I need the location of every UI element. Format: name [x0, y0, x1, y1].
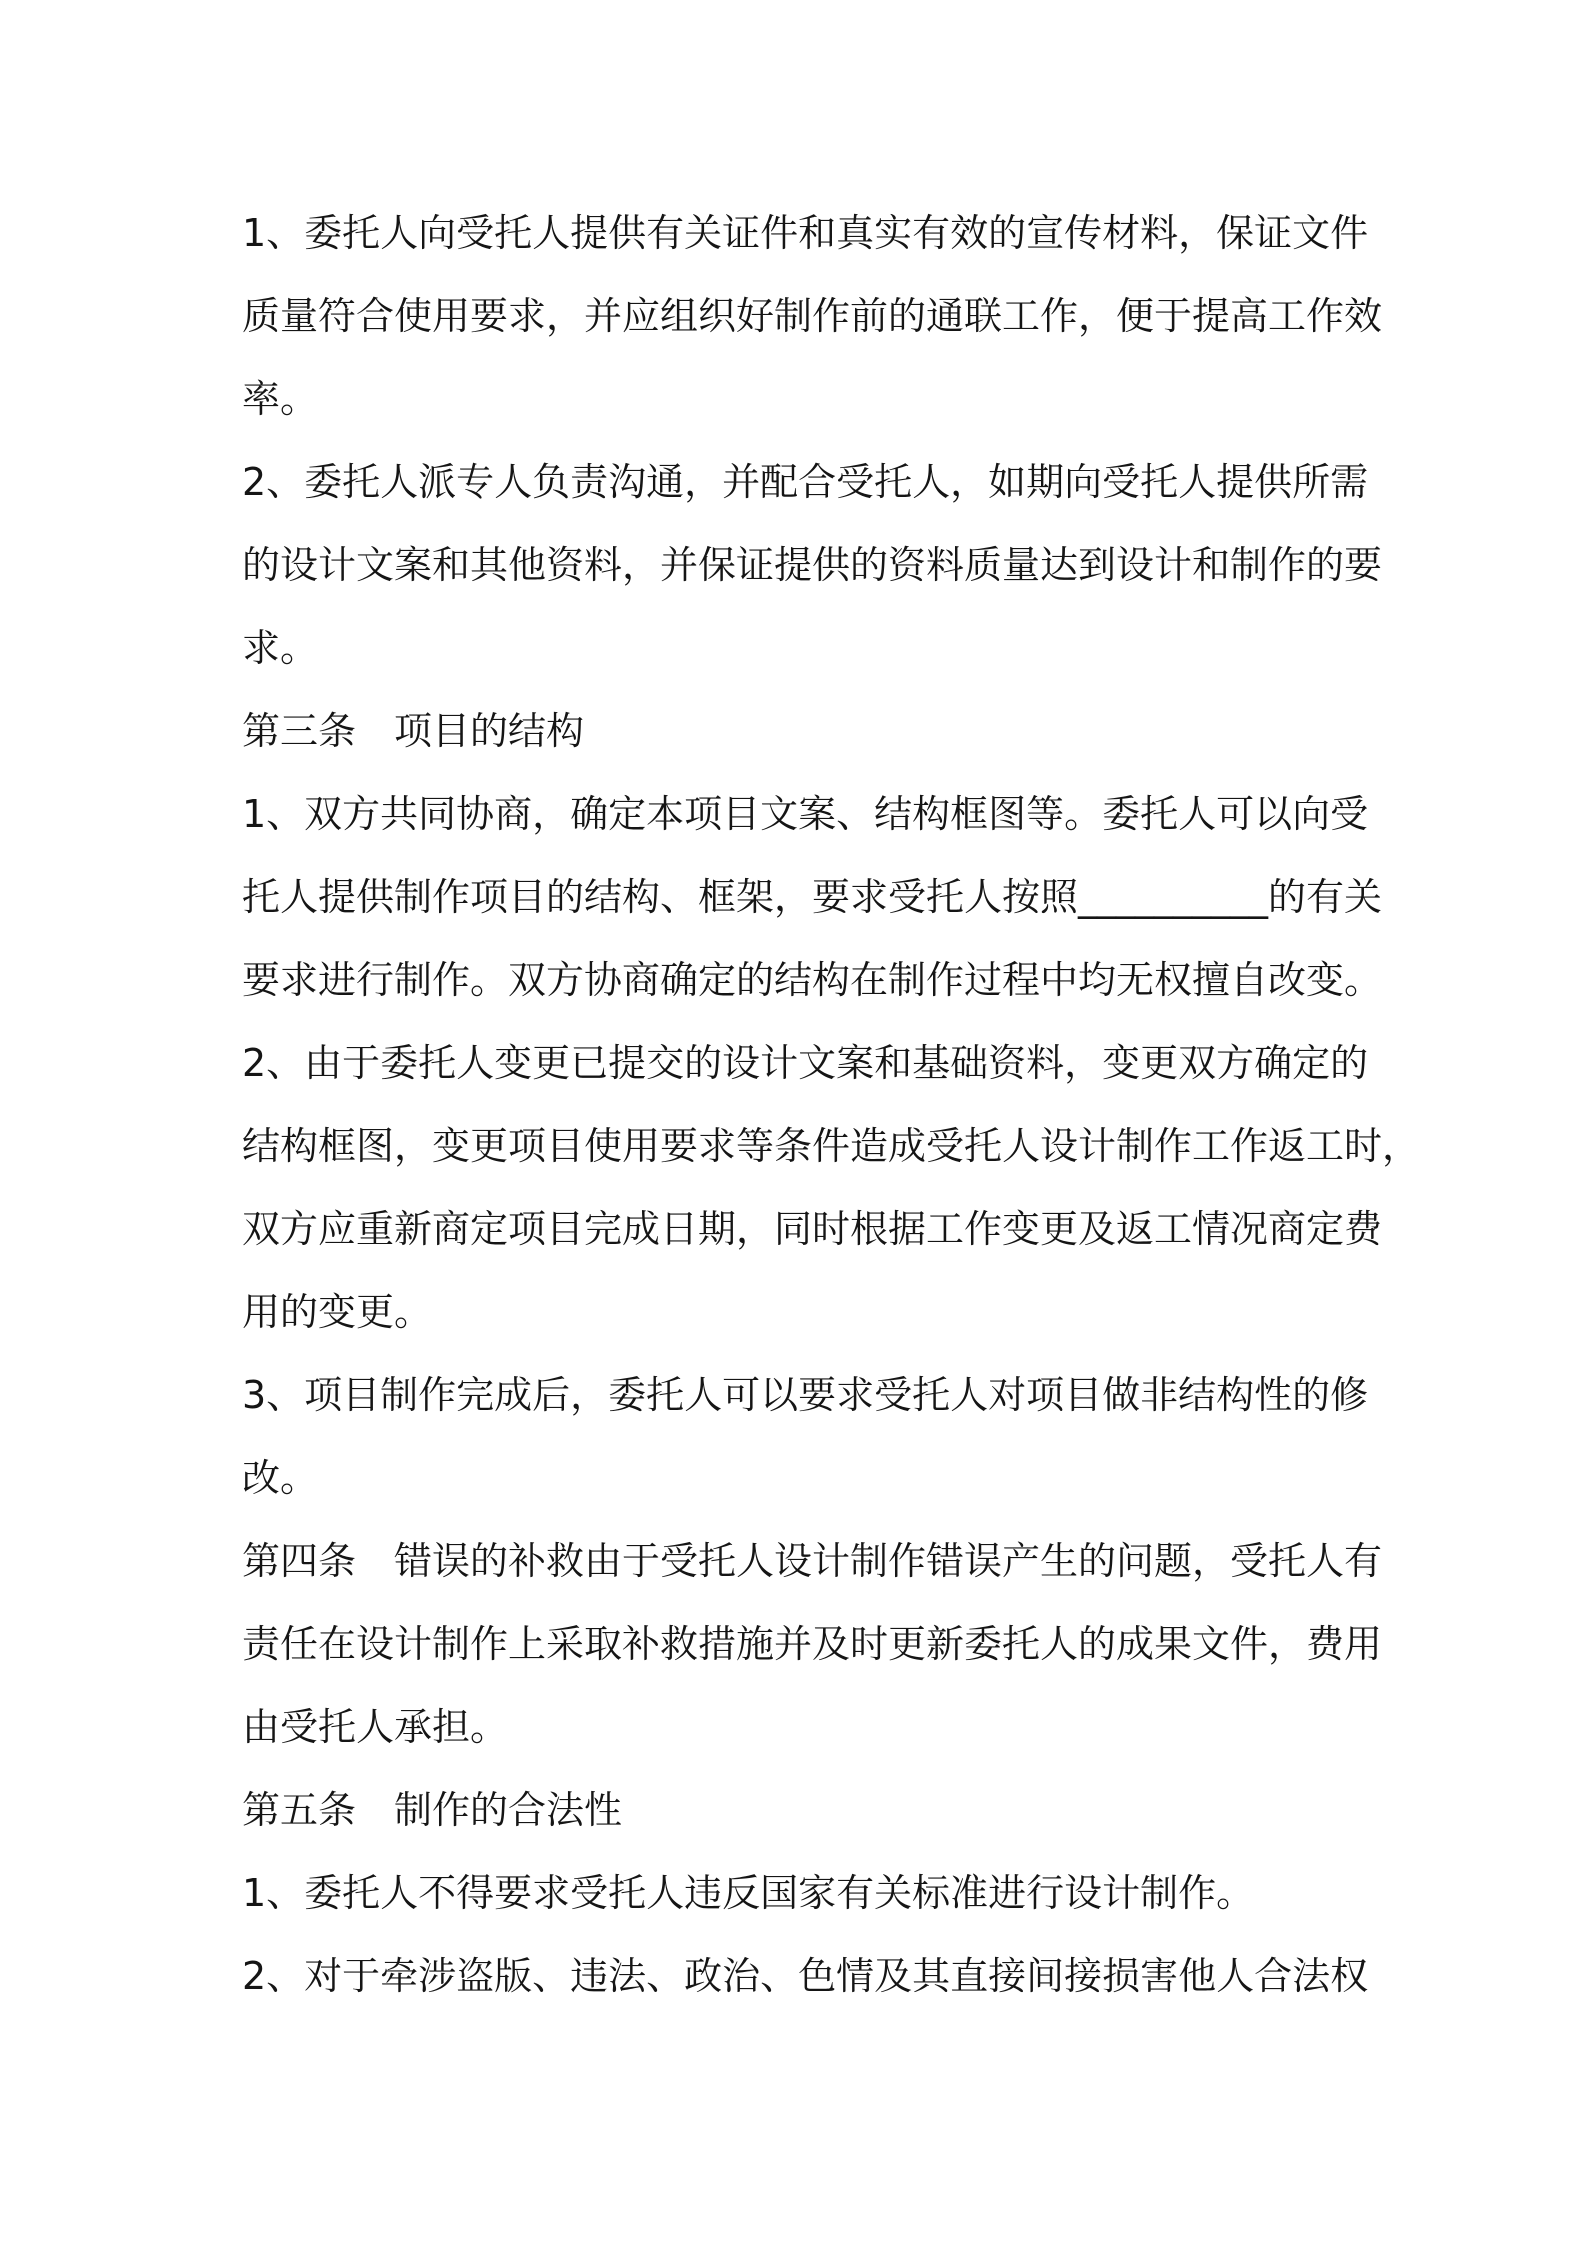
text-line: 1、委托人不得要求受托人违反国家有关标准进行设计制作。 [242, 1871, 1255, 1915]
text-line: 率。 [242, 377, 319, 421]
text-line: 由受托人承担。 [242, 1705, 509, 1749]
text-line: 双方应重新商定项目完成日期，同时根据工作变更及返工情况商定费 [242, 1207, 1383, 1251]
section-heading: 第三条 项目的结构 [242, 709, 585, 753]
text-line: 求。 [242, 626, 319, 670]
text-line: 2、由于委托人变更已提交的设计文案和基础资料，变更双方确定的 [242, 1041, 1369, 1085]
text-line: 托人提供制作项目的结构、框架，要求受托人按照__________的有关 [242, 875, 1383, 919]
text-line: 2、委托人派专人负责沟通，并配合受托人，如期向受托人提供所需 [242, 460, 1369, 504]
document-body [242, 192, 1421, 2018]
text-line: 要求进行制作。双方协商确定的结构在制作过程中均无权擅自改变。 [242, 958, 1383, 1002]
section-heading: 第四条 错误的补救由于受托人设计制作错误产生的问题，受托人有 [242, 1539, 1383, 1583]
text-line: 改。 [242, 1456, 319, 1500]
text-line: 用的变更。 [242, 1290, 433, 1334]
section-heading: 第五条 制作的合法性 [242, 1788, 623, 1832]
text-line: 结构框图，变更项目使用要求等条件造成受托人设计制作工作返工时， [242, 1124, 1421, 1168]
text-line: 1、双方共同协商，确定本项目文案、结构框图等。委托人可以向受 [242, 792, 1369, 836]
text-line: 2、对于牵涉盗版、违法、政治、色情及其直接间接损害他人合法权 [242, 1954, 1369, 1998]
text-line: 3、项目制作完成后，委托人可以要求受托人对项目做非结构性的修 [242, 1373, 1369, 1417]
text-line: 责任在设计制作上采取补救措施并及时更新委托人的成果文件，费用 [242, 1622, 1383, 1666]
text-line: 1、委托人向受托人提供有关证件和真实有效的宣传材料，保证文件 [242, 211, 1369, 255]
text-line: 质量符合使用要求，并应组织好制作前的通联工作，便于提高工作效 [242, 294, 1383, 338]
text-line: 的设计文案和其他资料，并保证提供的资料质量达到设计和制作的要 [242, 543, 1383, 587]
